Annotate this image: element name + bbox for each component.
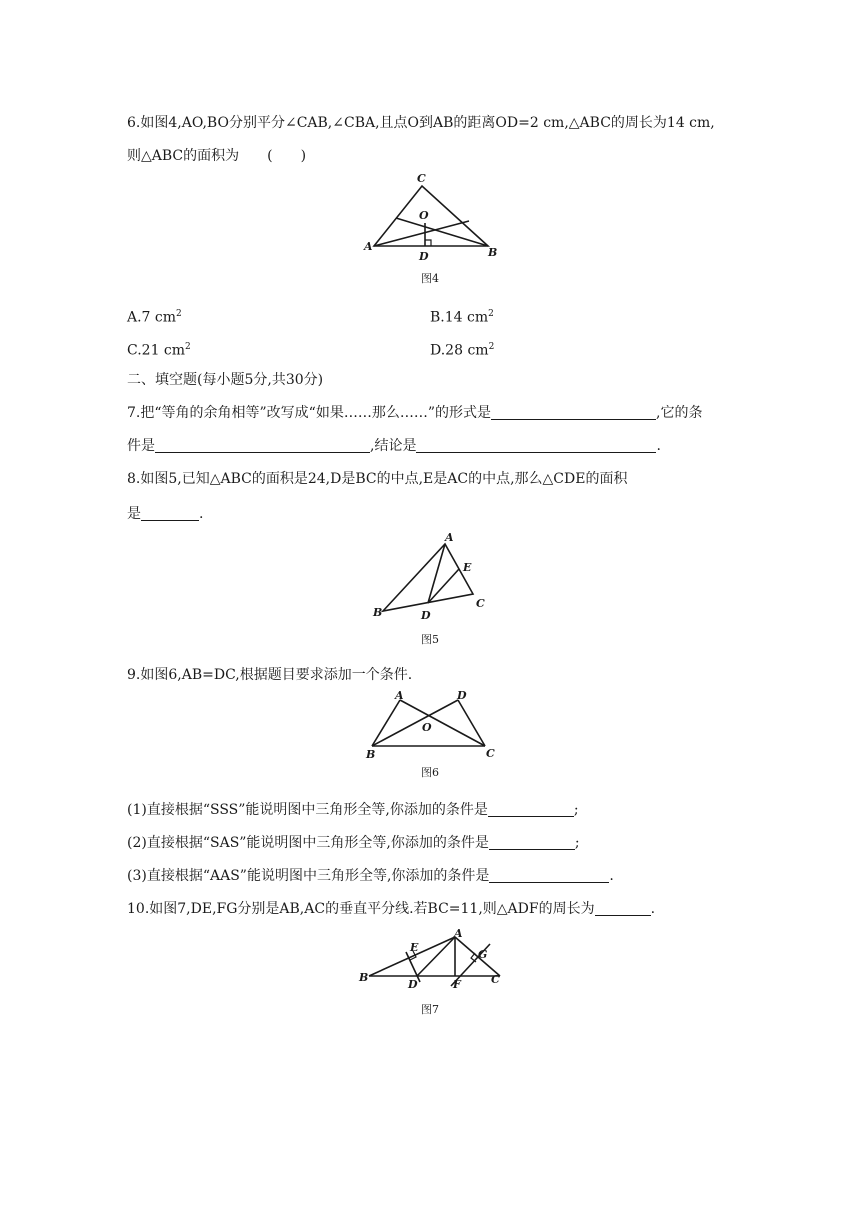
q8-line1: 8.如图5,已知△ABC的面积是24,D是BC的中点,E是AC的中点,那么△CDE的面积 <box>127 471 628 487</box>
figure-4-caption: 图4 <box>421 272 439 285</box>
q8-line2: 是 . <box>127 506 204 522</box>
option-c: C.21 $cm^2$ <box>127 342 191 359</box>
option-a: A.7 $cm^2$ <box>127 309 182 326</box>
label-b: B <box>359 971 369 984</box>
label-d: D <box>419 250 429 263</box>
figure-4 <box>360 168 510 268</box>
figure-7 <box>355 924 510 994</box>
label-c: C <box>491 973 500 986</box>
label-f: F <box>453 978 461 991</box>
section-heading: 二、填空题(每小题5分,共30分) <box>127 372 324 388</box>
label-c: C <box>476 597 485 610</box>
triangle-abc <box>374 186 488 246</box>
option-b: B.14 $cm^2$ <box>430 309 494 326</box>
right-angle-mark <box>425 240 431 246</box>
segment-db <box>372 700 458 746</box>
label-e: E <box>410 941 419 954</box>
figure-7-caption: 图7 <box>421 1003 439 1016</box>
q6-line2: 则△ABC的面积为 ( ) <box>127 148 307 164</box>
label-a: A <box>445 531 454 544</box>
q7-blank-form[interactable] <box>491 404 656 420</box>
q7-blank-condition[interactable] <box>155 437 370 453</box>
figure-6-caption: 图6 <box>421 766 439 779</box>
option-d: D.28 $cm^2$ <box>430 342 495 359</box>
q9-sub2: (2)直接根据“SAS”能说明图中三角形全等,你添加的条件是 ; <box>127 835 580 851</box>
q7-blank-conclusion[interactable] <box>416 437 656 453</box>
label-o: O <box>422 721 432 734</box>
q10-blank[interactable] <box>595 900 651 916</box>
label-a: A <box>364 240 373 253</box>
q10-line1: 10.如图7,DE,FG分别是AB,AC的垂直平分线.若BC=11,则△ADF的周长为 . <box>127 901 656 917</box>
segment-b-to-ac <box>396 218 488 246</box>
q6-line1: 6.如图4,AO,BO分别平分∠CAB,∠CBA,且点O到AB的距离OD=2 cm,△ABC的周长为14 cm, <box>127 115 715 131</box>
label-a: A <box>395 689 404 702</box>
figure-5-caption: 图5 <box>421 633 439 646</box>
label-c: C <box>417 172 426 185</box>
segment-ad <box>417 937 455 976</box>
q9-blank-aas[interactable] <box>489 867 609 883</box>
q7-line2: 件是 ,结论是 . <box>127 438 661 454</box>
q9-blank-sss[interactable] <box>488 801 574 817</box>
q9-sub1: (1)直接根据“SSS”能说明图中三角形全等,你添加的条件是 ; <box>127 802 579 818</box>
label-b: B <box>488 246 498 259</box>
label-d: D <box>408 978 418 991</box>
label-b: B <box>373 606 383 619</box>
label-o: O <box>419 209 429 222</box>
figure-6 <box>360 686 505 761</box>
label-g: G <box>478 948 488 961</box>
label-e: E <box>463 561 472 574</box>
label-a: A <box>454 927 463 940</box>
figure-5 <box>365 528 495 628</box>
q9-sub3: (3)直接根据“AAS”能说明图中三角形全等,你添加的条件是 . <box>127 868 614 884</box>
label-d: D <box>421 609 431 622</box>
label-b: B <box>366 748 376 761</box>
q7-line1: 7.把“等角的余角相等”改写成“如果……那么……”的形式是 ,它的条 <box>127 405 703 421</box>
segment-a-to-bc <box>374 221 469 246</box>
label-d: D <box>457 689 467 702</box>
q9-blank-sas[interactable] <box>489 834 575 850</box>
q9-line1: 9.如图6,AB=DC,根据题目要求添加一个条件. <box>127 667 413 683</box>
label-c: C <box>486 747 495 760</box>
q8-blank[interactable] <box>141 505 199 521</box>
